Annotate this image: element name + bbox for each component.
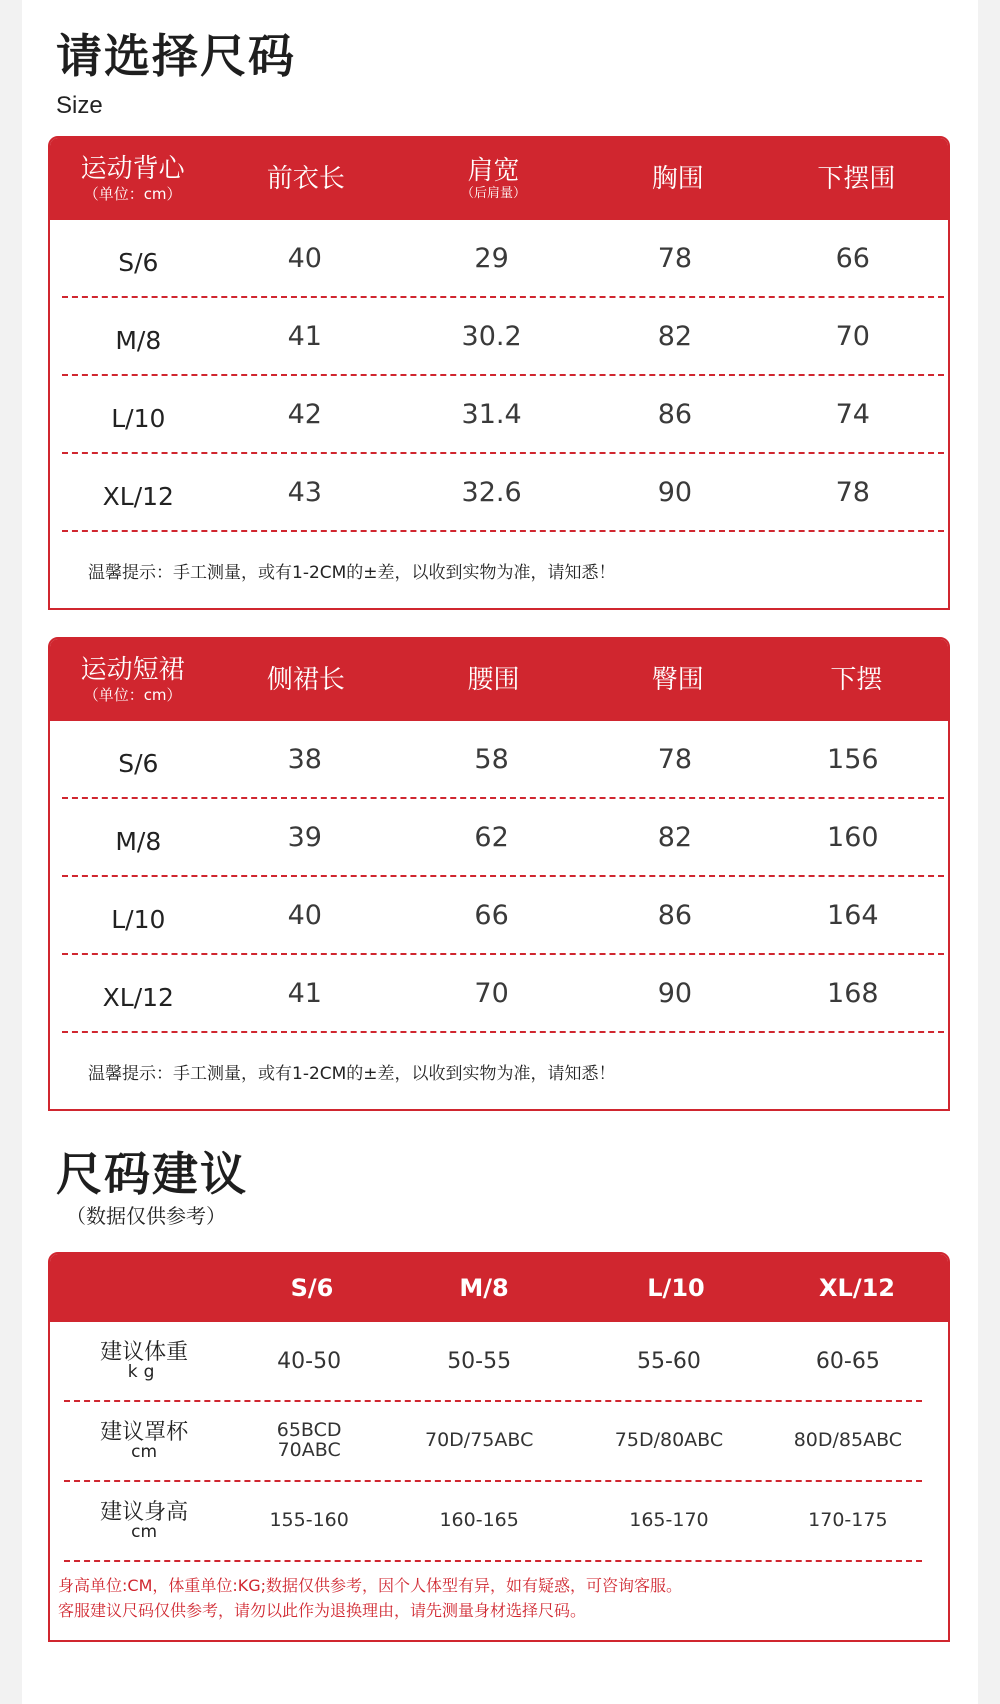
value-cell: 70D/75ABC bbox=[424, 1429, 534, 1452]
size-cell: S/6 bbox=[118, 247, 159, 277]
table-row bbox=[62, 376, 944, 454]
value-cell: 75D/80ABC bbox=[614, 1429, 724, 1452]
header-label: 运动短裙 bbox=[80, 655, 185, 686]
value-cell: 60-65 bbox=[815, 1348, 880, 1374]
value-cell: 82 bbox=[657, 320, 693, 352]
header-cell-side-length: 侧裙长 bbox=[266, 664, 345, 695]
header-unit: （单位：cm） bbox=[83, 686, 182, 705]
header-cell-length: 前衣长 bbox=[266, 163, 345, 194]
row-label bbox=[64, 1339, 224, 1382]
row-label-unit: cm bbox=[131, 1441, 158, 1462]
header-cell-product bbox=[50, 656, 215, 703]
value-cell: 40-50 bbox=[277, 1348, 342, 1374]
value-cell: 160-165 bbox=[439, 1509, 519, 1532]
value-cell: 78 bbox=[657, 242, 693, 274]
row-label-unit: kg bbox=[127, 1361, 161, 1382]
row-label-text: 建议身高 bbox=[100, 1499, 189, 1525]
value-cell: 82 bbox=[657, 821, 693, 853]
size-cell: S/6 bbox=[118, 748, 159, 778]
page-title: 请选择尺码 bbox=[56, 29, 296, 83]
header-cell-hem: 下摆 bbox=[830, 664, 883, 695]
value-cell: 78 bbox=[835, 476, 870, 508]
header-cell-size: M/8 bbox=[459, 1273, 509, 1302]
size-cell: M/8 bbox=[115, 826, 162, 856]
measurement-note: 温馨提示：手工测量，或有1-2CM的±差，以收到实物为准，请知悉！ bbox=[88, 563, 616, 583]
header-cell-waist: 腰围 bbox=[467, 664, 520, 695]
size-cell: M/8 bbox=[115, 325, 162, 355]
value-cell: 86 bbox=[657, 398, 693, 430]
value-cell: 55-60 bbox=[636, 1348, 701, 1374]
row-label bbox=[64, 1499, 224, 1542]
table-row bbox=[64, 1402, 922, 1482]
header-cell-hem: 下摆围 bbox=[817, 163, 896, 194]
header-unit: （单位：cm） bbox=[83, 185, 182, 204]
row-label-text: 建议体重 bbox=[100, 1339, 189, 1365]
table-header bbox=[50, 639, 948, 721]
value-cell: 80D/85ABC bbox=[793, 1429, 903, 1452]
value-cell: 160 bbox=[827, 821, 879, 853]
table-row bbox=[62, 454, 944, 532]
table-row bbox=[62, 220, 944, 298]
header-cell-size: S/6 bbox=[290, 1273, 334, 1302]
header-cell-size: L/10 bbox=[647, 1273, 705, 1302]
page-subtitle: Size bbox=[56, 92, 103, 119]
header-label: 肩宽 bbox=[467, 155, 520, 186]
value-cell: 39 bbox=[287, 821, 322, 853]
advice-footnote bbox=[50, 1562, 948, 1624]
footnote-line: 身高单位:CM，体重单位:KG;数据仅供参考，因个人体型有异，如有疑惑，可咨询客服。 bbox=[58, 1576, 683, 1595]
value-cell: 74 bbox=[835, 398, 870, 430]
row-label-unit: cm bbox=[131, 1521, 158, 1542]
size-cell: XL/12 bbox=[102, 481, 174, 511]
table-row bbox=[62, 877, 944, 955]
value-cell: 78 bbox=[657, 743, 693, 775]
header-note: （后肩量） bbox=[461, 186, 527, 202]
value-cell: 90 bbox=[657, 977, 693, 1009]
value-cell: 32.6 bbox=[461, 476, 522, 508]
value-cell: 42 bbox=[287, 398, 322, 430]
value-cell: 90 bbox=[657, 476, 693, 508]
value-cell: 70 bbox=[835, 320, 870, 352]
table-row bbox=[64, 1482, 922, 1562]
value-cell: 30.2 bbox=[461, 320, 522, 352]
table-row bbox=[62, 799, 944, 877]
value-cell: 38 bbox=[287, 743, 322, 775]
footnote-line: 客服建议尺码仅供参考，请勿以此作为退换理由，请先测量身材选择尺码。 bbox=[58, 1600, 587, 1620]
header-cell-hip: 臀围 bbox=[651, 664, 704, 695]
advice-subtitle: （数据仅供参考） bbox=[66, 1204, 226, 1228]
value-cell: 50-55 bbox=[447, 1348, 512, 1374]
vest-size-table bbox=[48, 136, 950, 610]
value-cell: 58 bbox=[474, 743, 509, 775]
table-row bbox=[62, 721, 944, 799]
value-cell: 66 bbox=[474, 899, 509, 931]
table-header bbox=[50, 138, 948, 220]
value-cell: 86 bbox=[657, 899, 693, 931]
row-label-text: 建议罩杯 bbox=[100, 1419, 189, 1445]
header-cell-shoulder bbox=[396, 157, 590, 202]
size-cell: L/10 bbox=[111, 403, 166, 433]
measurement-note: 温馨提示：手工测量，或有1-2CM的±差，以收到实物为准，请知悉！ bbox=[88, 1064, 616, 1084]
value-cell: 31.4 bbox=[461, 398, 522, 430]
table-header bbox=[50, 1254, 948, 1322]
value-cell: 62 bbox=[474, 821, 509, 853]
value-cell: 168 bbox=[827, 977, 879, 1009]
value-cell: 170-175 bbox=[808, 1509, 888, 1532]
row-label bbox=[64, 1419, 224, 1462]
value-cell: 40 bbox=[287, 899, 322, 931]
table-row bbox=[62, 955, 944, 1033]
value-cell: 156 bbox=[827, 743, 879, 775]
value-cell: 165-170 bbox=[629, 1509, 709, 1532]
header-cell-product bbox=[50, 155, 215, 202]
value-cell: 41 bbox=[287, 977, 322, 1009]
size-advice-table bbox=[48, 1252, 950, 1642]
size-cell: XL/12 bbox=[102, 982, 174, 1012]
value-cell: 41 bbox=[287, 320, 322, 352]
value-cell: 70 bbox=[474, 977, 509, 1009]
value-cell: 40 bbox=[287, 242, 322, 274]
value-cell: 65BCD 70ABC bbox=[276, 1419, 342, 1461]
size-guide-page bbox=[22, 0, 978, 1704]
table-row bbox=[62, 298, 944, 376]
value-cell: 164 bbox=[827, 899, 879, 931]
table-row bbox=[64, 1322, 922, 1402]
value-cell: 43 bbox=[287, 476, 322, 508]
header-cell-size: XL/12 bbox=[819, 1273, 895, 1302]
value-cell: 29 bbox=[474, 242, 509, 274]
header-label: 运动背心 bbox=[80, 154, 185, 185]
skirt-size-table bbox=[48, 637, 950, 1111]
size-cell: L/10 bbox=[111, 904, 166, 934]
value-cell: 155-160 bbox=[269, 1509, 349, 1532]
value-cell: 66 bbox=[835, 242, 870, 274]
header-cell-chest: 胸围 bbox=[651, 163, 704, 194]
advice-title: 尺码建议 bbox=[56, 1147, 248, 1201]
